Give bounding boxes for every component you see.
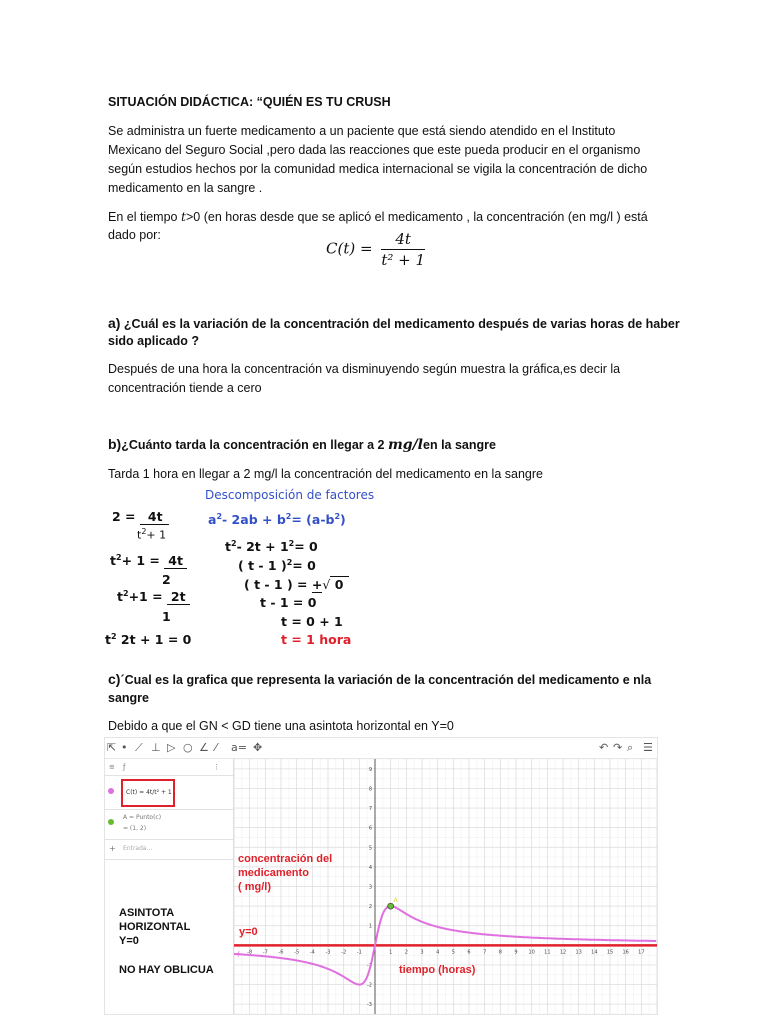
- x-tick-label: -8: [247, 949, 253, 956]
- y-tick-label: 2: [368, 904, 372, 911]
- x-tick-label: 14: [591, 949, 598, 956]
- y-tick-label: -3: [367, 1002, 372, 1009]
- intro-line-3: según estudios hechos por la comunidad medica internacional se vigila la concentración de dicho: [108, 162, 648, 176]
- x-tick-label: 17: [638, 949, 645, 956]
- polygon-tool-icon[interactable]: ▷: [167, 741, 176, 754]
- algebra-toolbar: [105, 759, 233, 776]
- algebra-menu-icon[interactable]: ⋮: [213, 763, 220, 771]
- work-left-1: 2 = 4t: [112, 509, 169, 524]
- y-tick-label: -1: [367, 962, 372, 969]
- answer-a-line-2: concentración tiende a cero: [108, 381, 262, 395]
- x-tick-label: 3: [420, 949, 424, 956]
- question-a: a) ¿Cuál es la variación de la concentración del medicamento después de varias horas de haber: [108, 315, 680, 331]
- redo-icon[interactable]: ↷: [613, 741, 623, 754]
- point-visibility-icon[interactable]: [108, 819, 114, 825]
- function-visibility-icon[interactable]: [108, 788, 114, 794]
- x-tick-label: 7: [483, 949, 487, 956]
- question-b: b)¿Cuánto tarda la concentración en llegar a 2 mg/len la sangre: [108, 436, 496, 453]
- question-a-line-2: sido aplicado ?: [108, 334, 199, 348]
- y-tick-label: 5: [368, 845, 372, 852]
- point-value: = (1, 2): [123, 825, 147, 832]
- x-tick-label: 4: [436, 949, 440, 956]
- question-c-line-2: sangre: [108, 691, 149, 705]
- work-left-5: $t^2+1 = 2t$: [117, 589, 190, 604]
- x-tick-label: -3: [325, 949, 331, 956]
- work-left-3: $t^2+ 1 = 4t$: [110, 553, 187, 568]
- x-tick-label: 5: [451, 949, 455, 956]
- x-tick-label: 16: [622, 949, 629, 956]
- function-definition-box[interactable]: [121, 779, 175, 807]
- work-left-7: $t^2$ 2t + 1 = 0: [105, 632, 192, 648]
- annotation-concentration: concentración del medicamento ( mg/l): [238, 853, 333, 893]
- x-tick-label: -4: [309, 949, 315, 956]
- geogebra-screenshot: [104, 737, 658, 1015]
- x-tick-label: 15: [606, 949, 614, 956]
- work-right-3: ( t - 1 ) = +√ 0: [244, 577, 349, 592]
- concentration-formula: C(t) = $\frac{4t}{\text{t² + 1}}$: [326, 230, 426, 269]
- x-tick-label: 11: [544, 949, 551, 956]
- algebra-row-function[interactable]: [105, 775, 233, 810]
- work-right-4: t - 1 = 0: [260, 595, 317, 610]
- search-icon[interactable]: ⌕: [627, 741, 634, 754]
- function-definition: C(t) = 4t/t² + 1: [126, 789, 172, 796]
- y-tick-label: 8: [368, 786, 372, 793]
- x-tick-label: 10: [528, 949, 535, 956]
- x-tick-label: 2: [404, 949, 408, 956]
- formula-numerator: 4t: [381, 230, 425, 250]
- algebra-input-row[interactable]: [105, 839, 233, 860]
- work-title: Descomposición de factores: [205, 488, 375, 502]
- undo-icon[interactable]: ↶: [599, 741, 609, 754]
- y-tick-label: 9: [368, 766, 372, 773]
- time-line: En el tiempo t>0 (en horas desde que se aplicó el medicamento , la concentración (en mg/l ) está: [108, 209, 648, 224]
- annotation-y0: y=0: [239, 926, 258, 938]
- formula-denominator: t² + 1: [381, 251, 426, 269]
- pan-tool-icon[interactable]: ✥: [253, 741, 263, 754]
- x-tick-label: 9: [514, 949, 518, 956]
- work-left-6: 1: [162, 609, 171, 624]
- given-by: dado por:: [108, 228, 161, 242]
- circle-tool-icon[interactable]: ○: [183, 741, 193, 754]
- point-a-label: A: [393, 897, 398, 905]
- x-tick-label: 12: [559, 949, 567, 956]
- annotation-oblicua: NO HAY OBLICUA: [119, 964, 214, 976]
- annotation-tiempo: tiempo (horas): [399, 964, 476, 976]
- work-right-2: ( t - 1 )$^2$= 0: [238, 558, 316, 574]
- point-tool-icon[interactable]: •: [121, 741, 128, 754]
- move-tool-icon[interactable]: ⇱: [107, 741, 117, 754]
- work-identity: $a^2-$ $2ab + b^2= (a-b^2)$: [208, 512, 346, 528]
- angle-tool-icon[interactable]: ∠: [199, 741, 209, 754]
- y-tick-label: 3: [368, 884, 372, 891]
- perpendicular-tool-icon[interactable]: ⊥: [151, 741, 161, 754]
- menu-icon[interactable]: ☰: [643, 741, 653, 754]
- x-tick-label: 8: [498, 949, 502, 956]
- x-tick-label: -6: [278, 949, 284, 956]
- answer-a-line-1: Después de una hora la concentración va disminuyendo según muestra la gráfica,es decir la: [108, 362, 621, 376]
- x-tick-label: -7: [262, 949, 268, 956]
- add-icon[interactable]: +: [109, 844, 116, 853]
- question-c: c)´Cual es la grafica que representa la variación de la concentración del medicamento e nla: [108, 671, 652, 687]
- work-left-2: $t^2+ 1$: [137, 527, 167, 542]
- y-tick-label: -2: [367, 982, 372, 989]
- x-tick-label: 1: [389, 949, 393, 956]
- algebra-row-point[interactable]: [105, 809, 233, 840]
- intro-line-1: Se administra un fuerte medicamento a un paciente que está siendo atendido en el Instituto: [108, 124, 616, 138]
- sort-icon[interactable]: ≡: [109, 763, 115, 771]
- style-icon[interactable]: ƒ: [123, 763, 126, 771]
- y-tick-label: 1: [368, 923, 372, 930]
- answer-b: Tarda 1 hora en llegar a 2 mg/l la concentración del medicamento en la sangre: [108, 467, 543, 481]
- work-left-4: 2: [162, 572, 171, 587]
- y-tick-label: 6: [368, 825, 372, 832]
- x-tick-label: 13: [575, 949, 582, 956]
- x-tick-label: -5: [294, 949, 300, 956]
- x-tick-label: 6: [467, 949, 471, 956]
- geogebra-toolbar: [105, 738, 657, 759]
- x-tick-label: -2: [341, 949, 347, 956]
- work-right-5: t = 0 + 1: [281, 614, 343, 629]
- intro-line-2: Mexicano del Seguro Social ,pero dada las reacciones que este pueda producir en el organismo: [108, 143, 641, 157]
- point-definition: A = Punto(c): [123, 814, 162, 821]
- page-title: SITUACIÓN DIDÁCTICA: “QUIÉN ES TU CRUSH: [108, 95, 391, 109]
- work-right-1: $t^2-$ $2t + 1^2= 0$: [225, 539, 318, 555]
- x-tick-label: -1: [356, 949, 362, 956]
- annotation-asintota: ASINTOTA HORIZONTAL Y=0: [119, 907, 191, 947]
- y-tick-label: 7: [368, 806, 372, 813]
- answer-c: Debido a que el GN < GD tiene una asintota horizontal en Y=0: [108, 719, 454, 733]
- curve-label: f: [237, 951, 240, 960]
- slider-tool-icon[interactable]: a=: [231, 741, 247, 754]
- intro-line-4: medicamento en la sangre .: [108, 181, 263, 195]
- y-tick-label: 4: [368, 864, 372, 871]
- reflect-tool-icon[interactable]: ⁄: [215, 741, 217, 754]
- algebra-input[interactable]: Entrada...: [123, 845, 153, 852]
- line-tool-icon[interactable]: ⟋: [135, 741, 143, 754]
- work-result: t = 1 hora: [281, 632, 352, 647]
